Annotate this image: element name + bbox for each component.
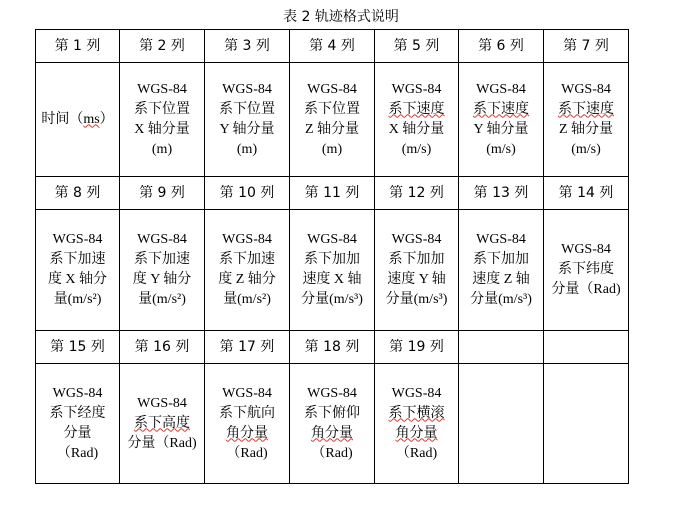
- cell-text-line: 系下加加: [304, 252, 360, 267]
- description-row: [36, 210, 629, 331]
- description-cell: [375, 63, 459, 177]
- cell-text-line: (m/s): [401, 141, 432, 157]
- cell-text-line: （Rad): [56, 445, 99, 461]
- cell-text-line: WGS-84: [391, 385, 442, 401]
- trajectory-format-table: [35, 29, 629, 484]
- cell-text-line: 系下加速: [219, 252, 275, 267]
- column-header-cell: 第 3 列: [205, 30, 290, 63]
- column-header-cell: 第 16 列: [120, 331, 205, 364]
- column-header-cell: 第 2 列: [120, 30, 205, 63]
- cell-text-line: 系下加速: [49, 252, 106, 267]
- description-cell: [290, 63, 375, 177]
- column-header-cell: 第 12 列: [375, 177, 459, 210]
- column-header-cell: 第 1 列: [36, 30, 120, 63]
- description-cell: [290, 364, 375, 484]
- column-header-cell: 第 8 列: [36, 177, 120, 210]
- cell-text-line: 分量（Rad): [127, 435, 197, 451]
- column-header-cell: 第 9 列: [120, 177, 205, 210]
- cell-text-line: 分量: [63, 425, 92, 441]
- cell-text-line: （Rad): [226, 445, 268, 461]
- column-header-cell: 第 13 列: [459, 177, 544, 210]
- description-row: [36, 63, 629, 177]
- cell-text-line: WGS-84: [476, 232, 526, 247]
- column-header-cell: 第 18 列: [290, 331, 375, 364]
- cell-text-line: 量(m/s²): [223, 292, 271, 307]
- cell-text-line: 分量（Rad): [551, 282, 621, 297]
- cell-text-line: 量(m/s²): [138, 292, 186, 307]
- cell-text-line: (m): [151, 141, 173, 157]
- header-row: [36, 177, 629, 210]
- cell-text-line: WGS-84: [307, 385, 357, 401]
- cell-text-line: (m/s): [571, 141, 601, 157]
- column-header-cell: 第 4 列: [290, 30, 375, 63]
- cell-text-line: 系下航向: [219, 405, 275, 421]
- cell-text-line: 系下速度: [388, 101, 445, 117]
- cell-text-line: 量(m/s²): [53, 292, 102, 307]
- cell-text-line: 速度 X 轴: [302, 272, 362, 287]
- cell-text-line: 分量(m/s³): [470, 292, 532, 307]
- cell-text-line: WGS-84: [476, 81, 526, 97]
- column-header-cell: [544, 331, 629, 364]
- cell-text-line: WGS-84: [137, 232, 187, 247]
- cell-text-line: （Rad): [311, 445, 353, 461]
- cell-text-line: 系下加加: [473, 252, 529, 267]
- cell-text-line: WGS-84: [222, 385, 272, 401]
- column-header-cell: [459, 331, 544, 364]
- cell-text-line: 系下位置: [219, 101, 275, 117]
- cell-text-line: 系下位置: [134, 101, 190, 117]
- column-header-cell: 第 7 列: [544, 30, 629, 63]
- column-header-cell: 第 19 列: [375, 331, 459, 364]
- description-cell: [375, 210, 459, 331]
- column-header-cell: 第 15 列: [36, 331, 120, 364]
- cell-text-line: WGS-84: [561, 242, 611, 257]
- description-cell: [205, 210, 290, 331]
- cell-text-line: WGS-84: [307, 81, 357, 97]
- header-row: [36, 30, 629, 63]
- cell-text-line: Y 轴分量: [219, 121, 275, 137]
- cell-text-line: 度 X 轴分: [47, 272, 108, 287]
- cell-text-line: 系下高度: [134, 415, 190, 431]
- cell-text-line: X 轴分量: [134, 121, 190, 137]
- description-cell: [375, 364, 459, 484]
- cell-text-line: 速度 Y 轴: [387, 272, 446, 287]
- cell-text-line: (m): [236, 141, 258, 157]
- cell-text-line: WGS-84: [391, 232, 442, 247]
- cell-text-line: 系下加速: [134, 252, 190, 267]
- cell-text-line: 角分量: [395, 425, 438, 441]
- description-cell: [459, 63, 544, 177]
- description-cell: [120, 63, 205, 177]
- cell-text-line: WGS-84: [137, 395, 187, 411]
- column-header-cell: 第 5 列: [375, 30, 459, 63]
- cell-text-line: Y 轴分量: [473, 121, 529, 137]
- description-cell: [544, 364, 629, 484]
- cell-text-line: WGS-84: [137, 81, 187, 97]
- cell-text-line: 系下加加: [388, 252, 445, 267]
- cell-text-line: 速度 Z 轴: [472, 272, 530, 287]
- cell-text-line: 系下速度: [473, 101, 529, 117]
- description-cell: [120, 210, 205, 331]
- cell-text-line: 角分量: [226, 425, 268, 441]
- description-cell: [205, 364, 290, 484]
- cell-text-line: WGS-84: [561, 81, 611, 97]
- cell-text-line: Z 轴分量: [304, 121, 360, 137]
- cell-text-line: WGS-84: [222, 81, 272, 97]
- column-header-cell: 第 14 列: [544, 177, 629, 210]
- cell-text-line: 系下速度: [558, 101, 614, 117]
- cell-text-line: WGS-84: [52, 232, 103, 247]
- cell-text-line: WGS-84: [52, 385, 103, 401]
- description-cell: [290, 210, 375, 331]
- description-cell: [36, 210, 120, 331]
- column-header-cell: 第 11 列: [290, 177, 375, 210]
- cell-text-line: （Rad): [395, 445, 438, 461]
- cell-text-line: WGS-84: [391, 81, 442, 97]
- cell-text-line: 分量(m/s³): [385, 292, 448, 307]
- description-cell: [36, 63, 120, 177]
- description-cell: [205, 63, 290, 177]
- cell-text-line: (m/s): [486, 141, 516, 157]
- description-cell: [120, 364, 205, 484]
- cell-text-line: 系下纬度: [558, 262, 614, 277]
- cell-text-line: 度 Y 轴分: [132, 272, 192, 287]
- cell-text-line: 系下俯仰: [304, 405, 360, 421]
- column-header-cell: 第 6 列: [459, 30, 544, 63]
- cell-text-line: 度 Z 轴分: [218, 272, 276, 287]
- cell-text-line: 角分量: [311, 425, 353, 441]
- cell-text-line: WGS-84: [222, 232, 272, 247]
- table-caption: 表 2 轨迹格式说明: [283, 9, 399, 25]
- header-row: [36, 331, 629, 364]
- cell-text-line: X 轴分量: [388, 121, 445, 137]
- description-cell: [459, 210, 544, 331]
- column-header-cell: 第 17 列: [205, 331, 290, 364]
- cell-text-line: 系下经度: [49, 405, 106, 421]
- cell-text-line: 时间（ms）: [41, 111, 114, 127]
- cell-text-line: WGS-84: [307, 232, 357, 247]
- description-cell: [459, 364, 544, 484]
- cell-text-line: 系下横滚: [388, 405, 445, 421]
- cell-text-line: 系下位置: [304, 101, 360, 117]
- cell-text-line: 分量(m/s³): [301, 292, 363, 307]
- description-row: [36, 364, 629, 484]
- cell-text-line: Z 轴分量: [558, 121, 614, 137]
- description-cell: [544, 63, 629, 177]
- description-cell: [544, 210, 629, 331]
- table-body: [36, 30, 629, 484]
- cell-text-line: (m): [321, 141, 343, 157]
- description-cell: [36, 364, 120, 484]
- column-header-cell: 第 10 列: [205, 177, 290, 210]
